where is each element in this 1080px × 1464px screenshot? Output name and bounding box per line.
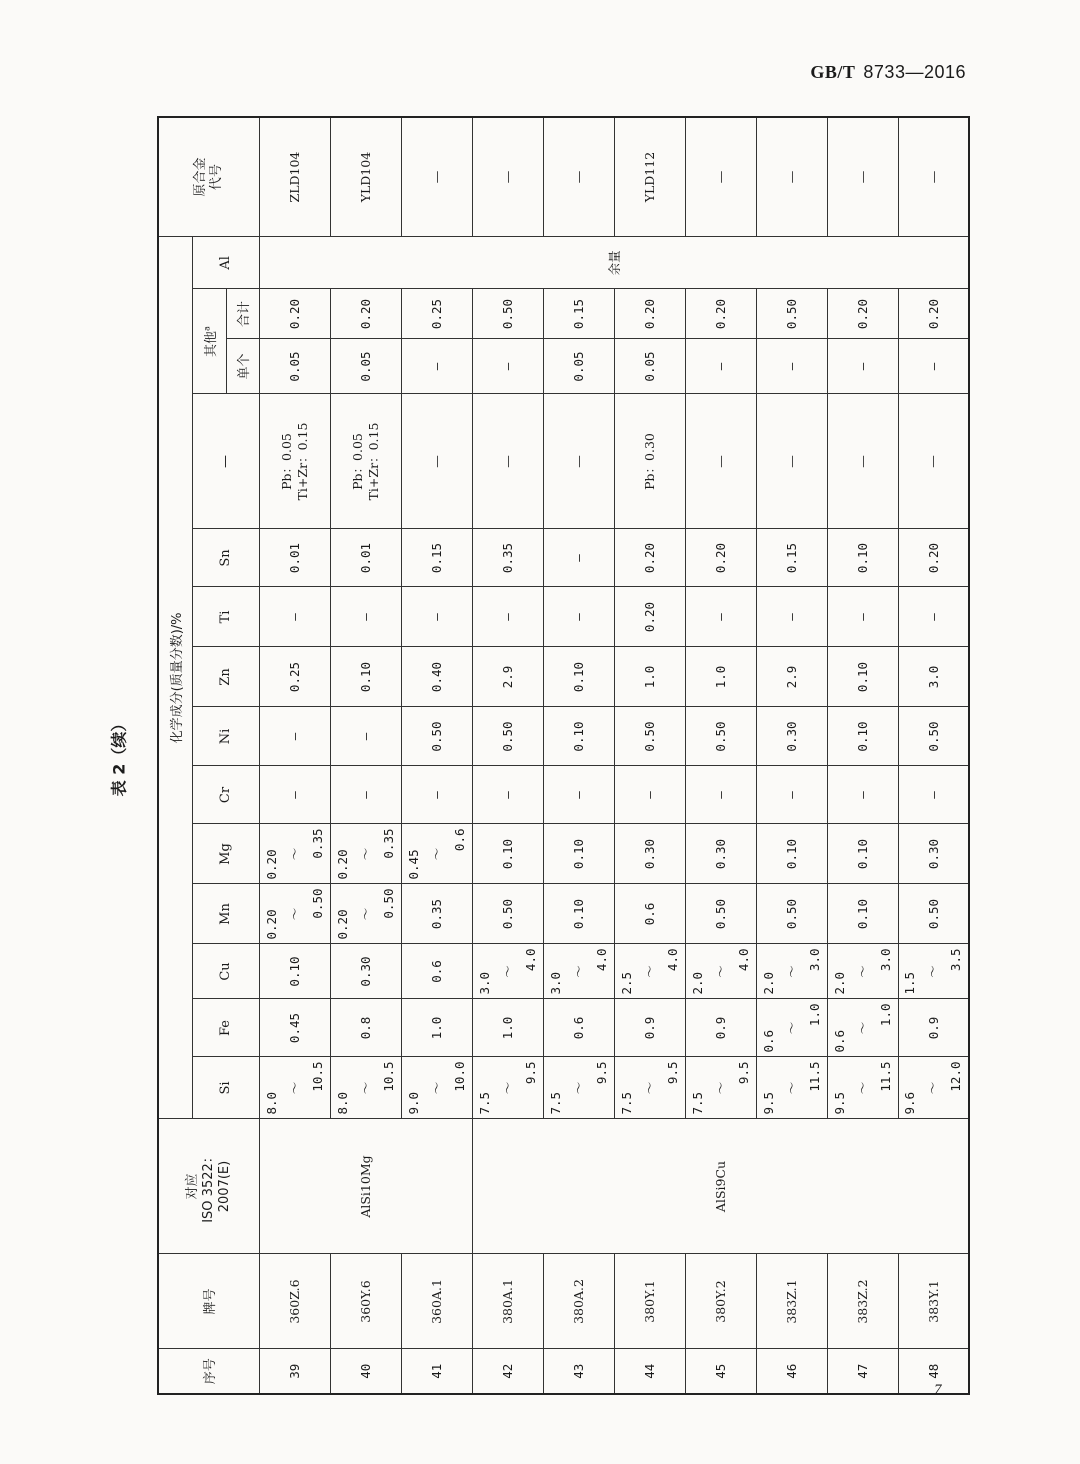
header-ti: Ti (192, 587, 259, 647)
standard-prefix: GB/T (810, 62, 856, 82)
cr-cell: — (756, 766, 827, 824)
si-cell: 7.5 ～ 9.5 (543, 1057, 614, 1119)
ti-cell: — (827, 587, 898, 647)
cr-cell: — (614, 766, 685, 824)
header-ni: Ni (192, 707, 259, 766)
others-single-cell: — (827, 339, 898, 394)
header-composition-group: 化学成分(质量分数)/% (158, 237, 192, 1119)
fe-cell: 0.9 (898, 999, 969, 1057)
mn-cell: 0.35 (401, 884, 472, 944)
former-code-cell: — (756, 117, 827, 237)
grade-cell: 380Y.1 (614, 1254, 685, 1349)
mn-cell: 0.50 (756, 884, 827, 944)
mg-cell: 0.10 (543, 824, 614, 884)
others-single-cell: — (756, 339, 827, 394)
cu-cell: 3.0 ～ 4.0 (472, 944, 543, 999)
cu-cell: 2.0 ～ 3.0 (827, 944, 898, 999)
former-code-cell: — (543, 117, 614, 237)
ni-cell: 0.50 (401, 707, 472, 766)
iso-designation-cell: AlSi10Mg (259, 1119, 472, 1254)
ti-cell: — (756, 587, 827, 647)
mg-cell: 0.20 ～ 0.35 (330, 824, 401, 884)
former-code-cell: ZLD104 (259, 117, 330, 237)
fe-cell: 0.6 (543, 999, 614, 1057)
mg-cell: 0.30 (685, 824, 756, 884)
zn-cell: 1.0 (614, 647, 685, 707)
others-total-cell: 0.20 (685, 289, 756, 339)
fe-cell: 0.9 (614, 999, 685, 1057)
ti-cell: — (259, 587, 330, 647)
mg-cell: 0.10 (472, 824, 543, 884)
sn-cell: 0.01 (330, 529, 401, 587)
ti-cell: — (472, 587, 543, 647)
cr-cell: — (259, 766, 330, 824)
cu-cell: 0.10 (259, 944, 330, 999)
ni-cell: 0.10 (827, 707, 898, 766)
cr-cell: — (685, 766, 756, 824)
mn-cell: 0.6 (614, 884, 685, 944)
si-cell: 9.0 ～ 10.0 (401, 1057, 472, 1119)
seq-cell: 47 (827, 1349, 898, 1394)
other-elements-cell: — (472, 394, 543, 529)
composition-table (157, 116, 970, 1395)
former-code-cell: — (827, 117, 898, 237)
si-cell: 9.5 ～ 11.5 (756, 1057, 827, 1119)
fe-cell: 0.6 ～ 1.0 (756, 999, 827, 1057)
others-single-cell: 0.05 (330, 339, 401, 394)
ni-cell: — (330, 707, 401, 766)
sn-cell: 0.10 (827, 529, 898, 587)
ti-cell: — (543, 587, 614, 647)
others-total-cell: 0.20 (827, 289, 898, 339)
header-mn: Mn (192, 884, 259, 944)
header-zn: Zn (192, 647, 259, 707)
grade-cell: 383Y.1 (898, 1254, 969, 1349)
si-cell: 8.0 ～ 10.5 (330, 1057, 401, 1119)
others-total-cell: 0.20 (898, 289, 969, 339)
sn-cell: 0.15 (756, 529, 827, 587)
fe-cell: 0.45 (259, 999, 330, 1057)
cr-cell: — (472, 766, 543, 824)
cu-cell: 2.0 ～ 3.0 (756, 944, 827, 999)
zn-cell: 2.9 (472, 647, 543, 707)
others-total-cell: 0.20 (330, 289, 401, 339)
zn-cell: 2.9 (756, 647, 827, 707)
sn-cell: 0.35 (472, 529, 543, 587)
zn-cell: 3.0 (898, 647, 969, 707)
mn-cell: 0.20 ～ 0.50 (259, 884, 330, 944)
mn-cell: 0.10 (543, 884, 614, 944)
others-single-cell: 0.05 (259, 339, 330, 394)
iso-designation-cell: AlSi9Cu (472, 1119, 969, 1254)
mg-cell: 0.30 (614, 824, 685, 884)
page-number: 7 (934, 1382, 942, 1398)
others-single-cell: — (685, 339, 756, 394)
header-mg: Mg (192, 824, 259, 884)
mg-cell: 0.20 ～ 0.35 (259, 824, 330, 884)
seq-cell: 48 (898, 1349, 969, 1394)
sn-cell: 0.20 (685, 529, 756, 587)
zn-cell: 0.10 (330, 647, 401, 707)
header-cu: Cu (192, 944, 259, 999)
si-cell: 9.5 ～ 11.5 (827, 1057, 898, 1119)
other-elements-cell: — (685, 394, 756, 529)
rotated-table-wrapper (157, 118, 968, 1395)
cu-cell: 3.0 ～ 4.0 (543, 944, 614, 999)
header-seq: 序号 (158, 1349, 259, 1394)
fe-cell: 1.0 (401, 999, 472, 1057)
seq-cell: 39 (259, 1349, 330, 1394)
grade-cell: 380A.2 (543, 1254, 614, 1349)
sn-cell: 0.15 (401, 529, 472, 587)
seq-cell: 44 (614, 1349, 685, 1394)
others-total-cell: 0.50 (472, 289, 543, 339)
former-code-cell: YLD112 (614, 117, 685, 237)
cu-cell: 0.6 (401, 944, 472, 999)
mg-cell: 0.10 (827, 824, 898, 884)
former-code-cell: — (401, 117, 472, 237)
zn-cell: 0.25 (259, 647, 330, 707)
zn-cell: 1.0 (685, 647, 756, 707)
others-total-cell: 0.15 (543, 289, 614, 339)
standard-number: 8733—2016 (863, 62, 966, 82)
mn-cell: 0.10 (827, 884, 898, 944)
ti-cell: 0.20 (614, 587, 685, 647)
mn-cell: 0.50 (685, 884, 756, 944)
others-single-cell: 0.05 (614, 339, 685, 394)
si-cell: 7.5 ～ 9.5 (614, 1057, 685, 1119)
others-single-cell: — (401, 339, 472, 394)
cr-cell: — (543, 766, 614, 824)
others-single-cell: 0.05 (543, 339, 614, 394)
header-former-code: 原合金 代号 (158, 117, 259, 237)
other-elements-cell: — (543, 394, 614, 529)
sn-cell: 0.20 (898, 529, 969, 587)
header-cr: Cr (192, 766, 259, 824)
other-elements-cell: Pb：0.05 Ti+Zr：0.15 (259, 394, 330, 529)
other-elements-cell: — (401, 394, 472, 529)
other-elements-cell: — (756, 394, 827, 529)
standard-code (810, 62, 966, 83)
header-grade: 牌号 (158, 1254, 259, 1349)
header-others-total: 合计 (226, 289, 259, 339)
ni-cell: 0.30 (756, 707, 827, 766)
others-single-cell: — (898, 339, 969, 394)
grade-cell: 383Z.2 (827, 1254, 898, 1349)
seq-cell: 40 (330, 1349, 401, 1394)
other-elements-cell: Pb：0.30 (614, 394, 685, 529)
ti-cell: — (330, 587, 401, 647)
table-row (259, 117, 330, 1394)
si-cell: 7.5 ～ 9.5 (685, 1057, 756, 1119)
si-cell: 8.0 ～ 10.5 (259, 1057, 330, 1119)
cr-cell: — (401, 766, 472, 824)
other-elements-cell: Pb：0.05 Ti+Zr：0.15 (330, 394, 401, 529)
mn-cell: 0.50 (898, 884, 969, 944)
fe-cell: 1.0 (472, 999, 543, 1057)
ni-cell: 0.50 (614, 707, 685, 766)
cr-cell: — (827, 766, 898, 824)
mg-cell: 0.30 (898, 824, 969, 884)
ni-cell: — (259, 707, 330, 766)
cu-cell: 2.0 ～ 4.0 (685, 944, 756, 999)
ti-cell: — (685, 587, 756, 647)
al-balance-cell: 余量 (259, 237, 969, 289)
others-total-cell: 0.50 (756, 289, 827, 339)
other-elements-cell: — (827, 394, 898, 529)
zn-cell: 0.10 (827, 647, 898, 707)
si-cell: 7.5 ～ 9.5 (472, 1057, 543, 1119)
table-row (472, 117, 543, 1394)
seq-cell: 45 (685, 1349, 756, 1394)
others-total-cell: 0.25 (401, 289, 472, 339)
header-others-group: 其他$^a$ (192, 289, 226, 394)
others-single-cell: — (472, 339, 543, 394)
fe-cell: 0.8 (330, 999, 401, 1057)
ni-cell: 0.50 (472, 707, 543, 766)
grade-cell: 380A.1 (472, 1254, 543, 1349)
grade-cell: 360Y.6 (330, 1254, 401, 1349)
grade-cell: 360A.1 (401, 1254, 472, 1349)
seq-cell: 41 (401, 1349, 472, 1394)
mn-cell: 0.50 (472, 884, 543, 944)
ni-cell: 0.50 (898, 707, 969, 766)
ni-cell: 0.10 (543, 707, 614, 766)
cu-cell: 2.5 ～ 4.0 (614, 944, 685, 999)
cu-cell: 1.5 ～ 3.5 (898, 944, 969, 999)
seq-cell: 46 (756, 1349, 827, 1394)
fe-cell: 0.9 (685, 999, 756, 1057)
header-iso: 对应 ISO 3522： 2007(E) (158, 1119, 259, 1254)
other-elements-cell: — (898, 394, 969, 529)
sn-cell: 0.20 (614, 529, 685, 587)
cu-cell: 0.30 (330, 944, 401, 999)
header-others-single: 单个 (226, 339, 259, 394)
table-body (259, 117, 969, 1394)
header-fe: Fe (192, 999, 259, 1057)
ti-cell: — (401, 587, 472, 647)
header-sn: Sn (192, 529, 259, 587)
sn-cell: 0.01 (259, 529, 330, 587)
cr-cell: — (898, 766, 969, 824)
sn-cell: — (543, 529, 614, 587)
zn-cell: 0.40 (401, 647, 472, 707)
grade-cell: 383Z.1 (756, 1254, 827, 1349)
grade-cell: 380Y.2 (685, 1254, 756, 1349)
ti-cell: — (898, 587, 969, 647)
zn-cell: 0.10 (543, 647, 614, 707)
mg-cell: 0.45 ～ 0.6 (401, 824, 472, 884)
seq-cell: 42 (472, 1349, 543, 1394)
former-code-cell: — (898, 117, 969, 237)
ni-cell: 0.50 (685, 707, 756, 766)
mg-cell: 0.10 (756, 824, 827, 884)
table-caption: 表 2（续） (109, 715, 129, 797)
others-total-cell: 0.20 (614, 289, 685, 339)
former-code-cell: — (685, 117, 756, 237)
header-si: Si (192, 1057, 259, 1119)
header-al: Al (192, 237, 259, 289)
header-other-elements: — (192, 394, 259, 529)
cr-cell: — (330, 766, 401, 824)
others-total-cell: 0.20 (259, 289, 330, 339)
seq-cell: 43 (543, 1349, 614, 1394)
grade-cell: 360Z.6 (259, 1254, 330, 1349)
former-code-cell: YLD104 (330, 117, 401, 237)
si-cell: 9.6 ～ 12.0 (898, 1057, 969, 1119)
mn-cell: 0.20 ～ 0.50 (330, 884, 401, 944)
fe-cell: 0.6 ～ 1.0 (827, 999, 898, 1057)
former-code-cell: — (472, 117, 543, 237)
